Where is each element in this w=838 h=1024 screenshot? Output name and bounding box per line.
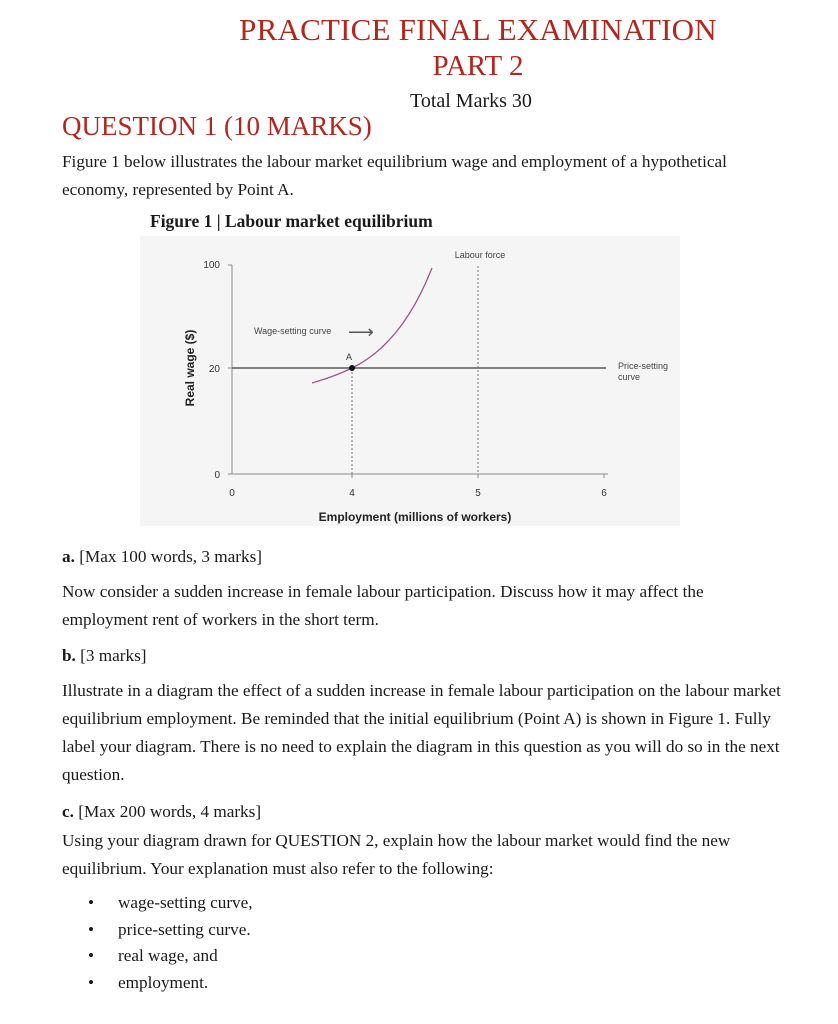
x-tick-label: 5 <box>475 488 481 499</box>
labour-market-chart <box>140 236 680 526</box>
total-marks: Total Marks 30 <box>410 90 532 112</box>
part-b-heading <box>62 642 792 670</box>
bullet-icon: • <box>88 893 95 912</box>
question-intro: Figure 1 below illustrates the labour market equilibrium wage and employment of a hypothetical economy, represented by Point A. <box>62 152 727 199</box>
list-item <box>82 970 253 997</box>
x-axis-title: Employment (millions of workers) <box>318 510 512 524</box>
list-item <box>82 890 253 917</box>
page-subtitle: PART 2 <box>432 50 524 82</box>
price-setting-label: curve <box>618 372 641 382</box>
labour-force-label: Labour force <box>454 250 506 260</box>
wage-setting-label: Wage-setting curve <box>254 326 332 336</box>
figure-caption: Figure 1 | Labour market equilibrium <box>150 211 433 231</box>
y-axis-title: Real wage ($) <box>183 329 197 407</box>
list-item-text: wage-setting curve, <box>118 893 253 912</box>
x-tick-label: 6 <box>601 488 607 499</box>
list-item-text: real wage, and <box>118 946 218 965</box>
part-b-label: b. <box>62 646 76 665</box>
part-c-heading <box>62 798 792 826</box>
bullet-icon: • <box>88 972 95 992</box>
x-tick-label: 4 <box>349 488 355 499</box>
part-a-heading <box>62 543 792 571</box>
page-title: PRACTICE FINAL EXAMINATION <box>239 12 717 47</box>
y-tick-label: 0 <box>214 470 220 481</box>
price-setting-label: Price-setting <box>618 361 669 371</box>
bullet-list <box>82 890 253 996</box>
question-heading: QUESTION 1 (10 MARKS) <box>62 111 372 141</box>
y-tick-label: 20 <box>208 364 220 375</box>
bullet-icon: • <box>88 946 95 965</box>
part-c-label: c. <box>62 802 74 821</box>
list-item-text: price-setting curve. <box>118 919 251 939</box>
wage-setting-arrow: ⟶ <box>348 322 374 342</box>
part-c-marks: [Max 200 words, 4 marks] <box>73 802 262 821</box>
part-a-text: Now consider a sudden increase in female labour participation. Discuss how it may affect the employment rent of workers in the short term. <box>62 582 704 629</box>
point-a-label: A <box>346 352 353 362</box>
part-b-text: Illustrate in a diagram the effect of a sudden increase in female labour participation on the labour market equilibrium employment. Be reminded that the initial equilibrium (Point A) is shown in Figure 1. Fully label your diagram. There is no need to explain the diagram in this question as you will do so in the next question. <box>62 681 781 784</box>
list-item <box>82 917 253 944</box>
bullet-icon: • <box>88 919 95 939</box>
y-tick-label: 100 <box>203 260 220 271</box>
list-item-text: employment. <box>118 972 209 992</box>
part-a-marks: [Max 100 words, 3 marks] <box>74 547 263 566</box>
equilibrium-point-a <box>349 365 355 371</box>
list-item <box>82 943 253 970</box>
part-b-marks: [3 marks] <box>75 646 147 665</box>
part-a-label: a. <box>62 547 75 566</box>
part-c-text: Using your diagram drawn for QUESTION 2, explain how the labour market would find the new equilibrium. Your explanation must also refer to the following: <box>62 831 731 878</box>
x-tick-label: 0 <box>229 488 235 499</box>
